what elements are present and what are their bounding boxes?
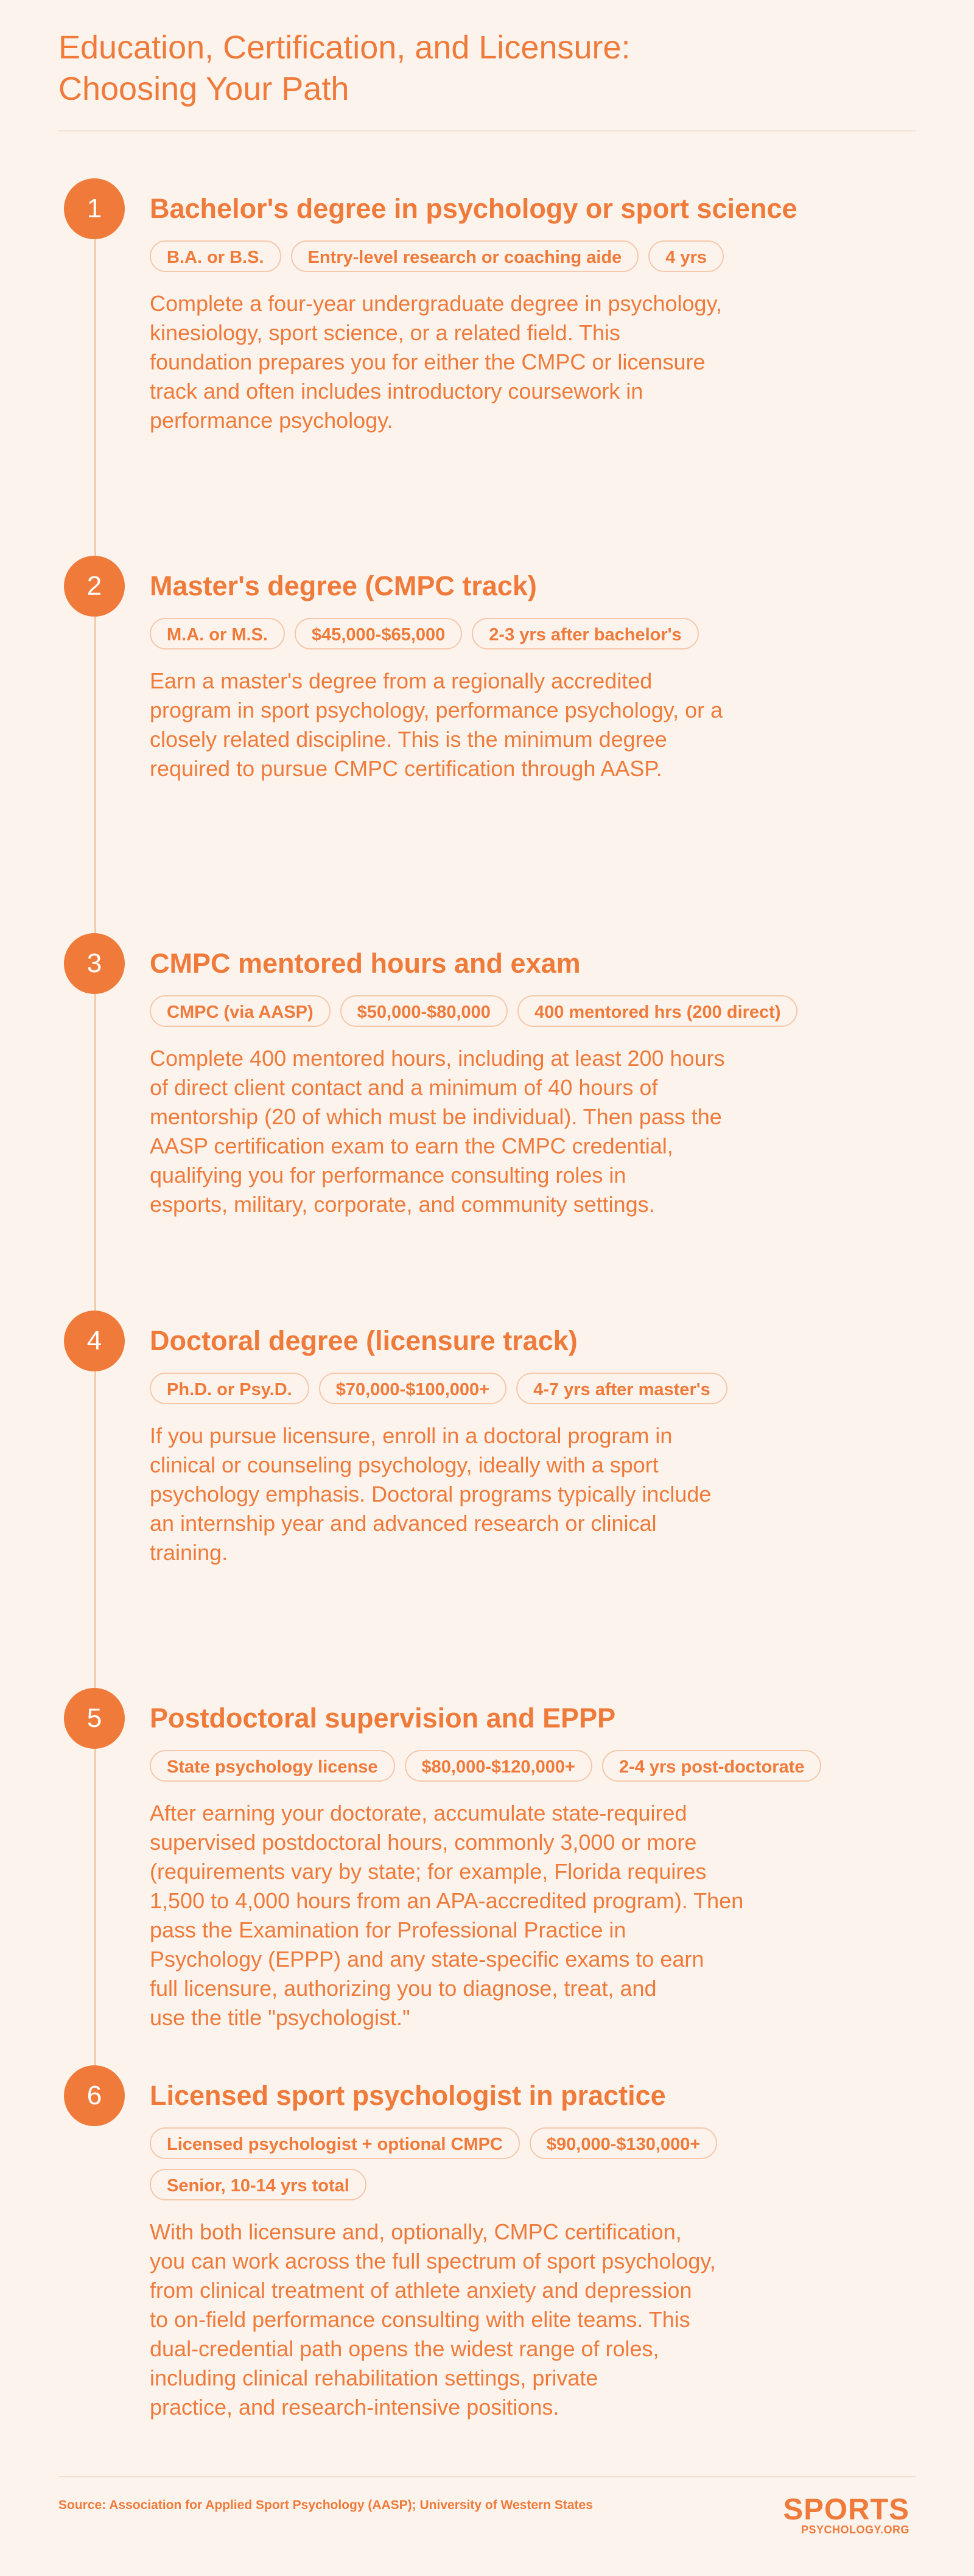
step-tags bbox=[150, 240, 880, 272]
credential-tag: State psychology license bbox=[150, 1750, 395, 1782]
step-description: With both licensure and, optionally, CMPC certification, you can work across the full spectrum of sport psychology, from clinical treatment of athlete anxiety and depression to on-field performance consulting with elite teams. This dual-credential path opens the widest range of roles, including clinical rehabilitation settings, private practice, and research-intensive positions. bbox=[150, 2219, 716, 2420]
credential-tag: B.A. or B.S. bbox=[150, 240, 281, 272]
sportspsychology-logo bbox=[782, 2494, 909, 2536]
step-number-badge: 6 bbox=[64, 2065, 125, 2126]
step-description: Earn a master's degree from a regionally accredited program in sport psychology, performance psychology, or a closely related discipline. This is the minimum degree required to pursue CMPC certification through AASP. bbox=[150, 668, 723, 781]
step-number-badge: 2 bbox=[64, 556, 125, 617]
credential-tag: Ph.D. or Psy.D. bbox=[150, 1373, 309, 1404]
step-content bbox=[150, 569, 880, 783]
salary-tag: $80,000-$120,000+ bbox=[405, 1750, 592, 1782]
step-content bbox=[150, 947, 880, 1219]
step-description: After earning your doctorate, accumulate state-required supervised postdoctoral hours, commonly 3,000 or more (requirements vary by state; for example, Florida requires 1,500 to 4,000 hours from an APA-accredited program). Then pass the Examination for Professional Practice in Psychology (EPPP) and any state-specific exams to earn full licensure, authorizing you to diagnose, treat, and use the title "psychologist." bbox=[150, 1801, 744, 2030]
role-tag: Entry-level research or coaching aide bbox=[291, 240, 639, 272]
duration-tag: 4-7 yrs after master's bbox=[516, 1373, 727, 1404]
credential-tag: M.A. or M.S. bbox=[150, 618, 285, 649]
step-number-badge: 4 bbox=[64, 1311, 125, 1371]
step-content bbox=[150, 1701, 880, 2032]
salary-tag: $70,000-$100,000+ bbox=[319, 1373, 506, 1404]
step-title: CMPC mentored hours and exam bbox=[150, 948, 581, 979]
step-number-badge: 5 bbox=[64, 1688, 125, 1749]
step-tags bbox=[150, 1750, 880, 1782]
step-number-badge: 1 bbox=[64, 178, 125, 239]
step-title: Postdoctoral supervision and EPPP bbox=[150, 1703, 616, 1734]
page-title-line-1: Education, Certification, and Licensure: bbox=[58, 29, 631, 66]
duration-tag: 2-4 yrs post-doctorate bbox=[602, 1750, 822, 1782]
duration-tag: 2-3 yrs after bachelor's bbox=[472, 618, 698, 649]
page-title bbox=[58, 27, 789, 110]
step-title: Doctoral degree (licensure track) bbox=[150, 1325, 578, 1356]
duration-tag: 4 yrs bbox=[648, 240, 724, 272]
step-description: Complete a four-year undergraduate degree in psychology, kinesiology, sport science, or a related field. This foundation prepares you for either the CMPC or licensure track and often includes introductory coursework in performance psychology. bbox=[150, 291, 722, 433]
duration-tag: Senior, 10-14 yrs total bbox=[150, 2169, 366, 2200]
logo-domain: PSYCHOLOGY.ORG bbox=[801, 2524, 909, 2536]
salary-tag: $90,000-$130,000+ bbox=[530, 2127, 717, 2159]
source-note: Source: Association for Applied Sport Psychology (AASP); University of Western States bbox=[58, 2498, 593, 2512]
credential-tag: CMPC (via AASP) bbox=[150, 995, 331, 1027]
credential-tag: Licensed psychologist + optional CMPC bbox=[150, 2127, 520, 2159]
salary-tag: $45,000-$65,000 bbox=[295, 618, 462, 649]
page-title-line-2: Choosing Your Path bbox=[58, 71, 349, 107]
step-number-badge: 3 bbox=[64, 933, 125, 994]
duration-tag: 400 mentored hrs (200 direct) bbox=[517, 995, 798, 1027]
step-content bbox=[150, 2079, 880, 2422]
step-tags bbox=[150, 995, 880, 1027]
logo-wordmark: SPORTS bbox=[783, 2493, 909, 2526]
salary-tag: $50,000-$80,000 bbox=[340, 995, 508, 1027]
step-content bbox=[150, 192, 880, 435]
step-description: If you pursue licensure, enroll in a doctoral program in clinical or counseling psychology, ideally with a sport psychology emphasis. Doctoral programs typically include an internship year and advanced research or clinical training. bbox=[150, 1423, 712, 1565]
title-divider bbox=[58, 130, 916, 131]
step-description: Complete 400 mentored hours, including at least 200 hours of direct client contact and a minimum of 40 hours of mentorship (20 of which must be individual). Then pass the AASP certification exam to earn the CMPC credential, qualifying you for performance consulting roles in esports, military, corporate, and community settings. bbox=[150, 1046, 725, 1217]
step-tags bbox=[150, 618, 880, 649]
step-title: Licensed sport psychologist in practice bbox=[150, 2080, 666, 2111]
step-tags bbox=[150, 1373, 880, 1404]
step-title: Bachelor's degree in psychology or sport science bbox=[150, 193, 797, 224]
footer-divider bbox=[58, 2476, 916, 2477]
step-content bbox=[150, 1324, 880, 1567]
step-tags bbox=[150, 2127, 783, 2200]
step-title: Master's degree (CMPC track) bbox=[150, 570, 537, 601]
timeline-line bbox=[94, 210, 96, 2097]
